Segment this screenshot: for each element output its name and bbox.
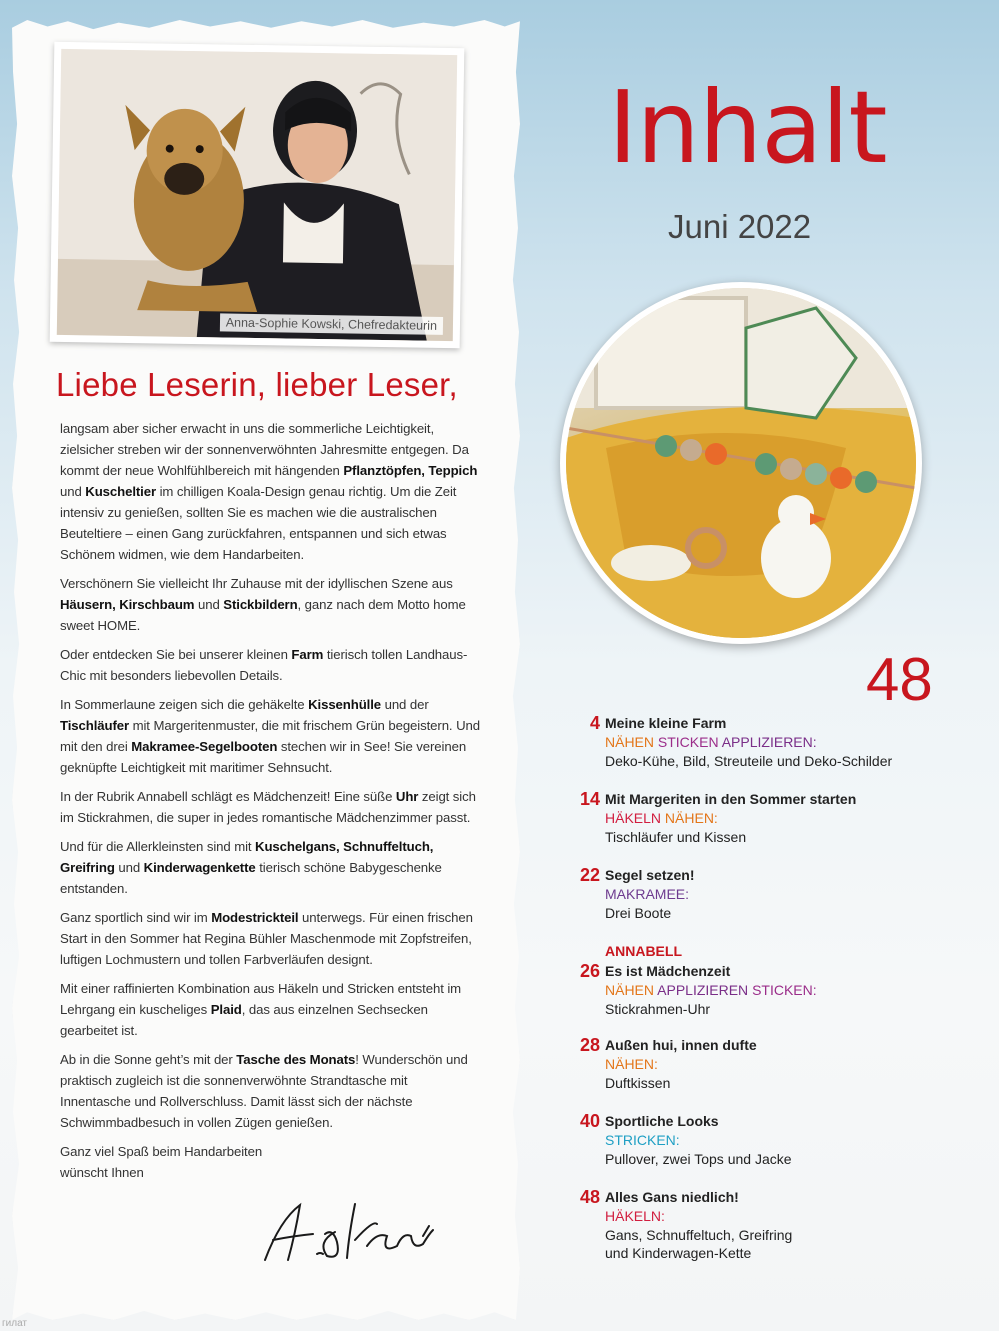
photo-caption: Anna-Sophie Kowski, Chefredakteurin — [220, 313, 443, 335]
toc-title: Mit Margeriten in den Sommer starten — [605, 791, 857, 807]
feature-photo — [566, 288, 916, 638]
toc-page-number: 48 — [579, 1187, 600, 1207]
toc-page-number: 28 — [579, 1035, 600, 1055]
editorial-letter — [60, 418, 480, 1191]
toc-description: Pullover, zwei Tops und Jacke — [605, 1151, 792, 1167]
letter-paragraph: Verschönern Sie vielleicht Ihr Zuhause mit der idyllischen Szene aus Häusern, Kirschbaum und Stickbildern, ganz nach dem Motto home sweet HOME. — [60, 576, 466, 633]
toc-page-number: 4 — [589, 713, 600, 733]
editor-with-dog-illustration — [57, 49, 457, 341]
editor-photo-frame — [50, 42, 465, 348]
toc-page-number: 40 — [579, 1111, 600, 1131]
editor-signature — [255, 1192, 445, 1272]
toc-title: Segel setzen! — [605, 867, 695, 883]
feature-page-number: 48 — [866, 646, 933, 713]
toc-techniques: MAKRAMEE: — [605, 886, 690, 902]
toc-title: Sportliche Looks — [605, 1113, 719, 1129]
toc-techniques: NÄHEN APPLIZIEREN STICKEN: — [605, 982, 817, 998]
issue-date: Juni 2022 — [668, 208, 812, 245]
editor-photo — [57, 49, 457, 341]
toc-title: Es ist Mädchenzeit — [605, 963, 731, 979]
toc-title: Meine kleine Farm — [605, 715, 727, 731]
toc-page-number: 26 — [579, 961, 600, 981]
letter-closing: Ganz viel Spaß beim Handarbeiten wünscht Ihnen — [60, 1144, 263, 1180]
toc-techniques: NÄHEN STICKEN APPLIZIEREN: — [605, 734, 817, 750]
letter-paragraph: Und für die Allerkleinsten sind mit Kuschelgans, Schnuffeltuch, Greifring und Kinderwagenkette tierisch schöne Babygeschenke entstanden. — [60, 839, 442, 896]
toc-description: Deko-Kühe, Bild, Streuteile und Deko-Schilder — [605, 753, 893, 769]
toc-techniques: NÄHEN: — [605, 1056, 658, 1072]
watermark: гилат — [2, 1318, 27, 1329]
letter-paragraph: langsam aber sicher erwacht in uns die sommerliche Leichtigkeit, zielsicher streben wir der sonnenverwöhnten Jahresmitte entgegen. Da kommt der neue Wohlfühlbereich mit hängenden Pflanztöpfen, Teppich und Kuscheltier im chilligen Koala-Design genau richtig. Um die Zeit intensiv zu genießen, sollten Sie es machen wie die australischen Beuteltiere – einen Gang zurückfahren, entspannen und sich etwas Schönem widmen, wie dem Handarbeiten. — [60, 421, 478, 562]
letter-paragraph: In der Rubrik Annabell schlägt es Mädchenzeit! Eine süße Uhr zeigt sich im Stickrahmen, die super in jedes romantische Mädchenzimmer passt. — [60, 789, 476, 825]
letter-paragraph: Mit einer raffinierten Kombination aus Häkeln und Stricken entsteht im Lehrgang ein kuscheliges Plaid, das aus einzelnen Sechsecken gearbeitet ist. — [60, 981, 462, 1038]
letter-paragraph: In Sommerlaune zeigen sich die gehäkelte Kissenhülle und der Tischläufer mit Margeritenmuster, die mit frischem Grün begeistern. Und mit den drei Makramee-Segelbooten stechen wir in See! Sie vereinen geknüpfte Leichtigkeit mit maritimer Sehnsucht. — [60, 697, 480, 775]
toc-description: Drei Boote — [605, 905, 672, 921]
toc-description: Stickrahmen-Uhr — [605, 1001, 711, 1017]
toc-description: Tischläufer und Kissen — [605, 829, 747, 845]
letter-heading: Liebe Leserin, lieber Leser, — [56, 366, 458, 403]
toc-techniques: STRICKEN: — [605, 1132, 680, 1148]
contents-title: Inhalt — [608, 69, 887, 186]
feature-photo-circle — [560, 282, 922, 644]
letter-paragraph: Ganz sportlich sind wir im Modestrickteil unterwegs. Für einen frischen Start in den Sommer hat Regina Bühler Maschenmode mit Zopfstreifen, luftigen Lochmustern und tollen Farbverläufen designt. — [60, 910, 473, 967]
toc-page-number: 14 — [579, 789, 600, 809]
crochet-baby-toys-illustration — [566, 288, 916, 638]
toc-page-number: 22 — [579, 865, 600, 885]
toc-section-label: ANNABELL — [605, 943, 682, 959]
toc-techniques: HÄKELN: — [605, 1208, 665, 1224]
toc-description: Gans, Schnuffeltuch, Greifring und Kinderwagen-Kette — [605, 1227, 793, 1261]
toc-techniques: HÄKELN NÄHEN: — [605, 810, 718, 826]
letter-paragraph: Oder entdecken Sie bei unserer kleinen Farm tierisch tollen Landhaus-Chic mit besonders liebevollen Details. — [60, 647, 468, 683]
toc-description: Duftkissen — [605, 1075, 671, 1091]
toc-title: Außen hui, innen dufte — [605, 1037, 757, 1053]
letter-paragraph: Ab in die Sonne geht’s mit der Tasche des Monats! Wunderschön und praktisch zugleich ist die sonnenverwöhnte Strandtasche mit Innentasche und Rollverschluss. Damit lässt sich der nächste Schwimmbadbesuch in vollen Zügen genießen. — [60, 1052, 468, 1130]
toc-title: Alles Gans niedlich! — [605, 1189, 739, 1205]
